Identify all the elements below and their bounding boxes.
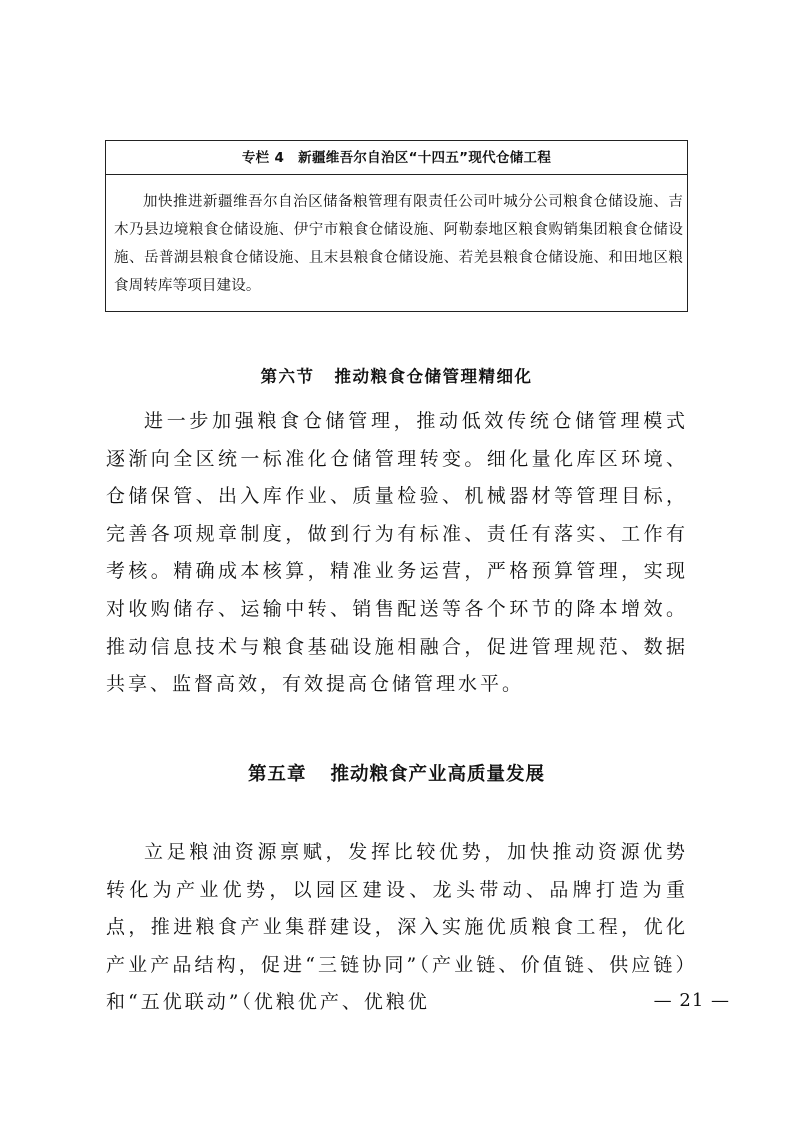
section-heading xyxy=(0,365,793,389)
chapter-heading xyxy=(0,761,793,789)
feature-box-body: 加快推进新疆维吾尔自治区储备粮管理有限责任公司叶城分公司粮食仓储设施、吉木乃县边境粮食仓储设施、伊宁市粮食仓储设施、阿勒泰地区粮食购销集团粮食仓储设施、岳普湖县粮食仓储设施、且末县粮食仓储设施、若羌县粮食仓储设施、和田地区粮食周转库等项目建设。 xyxy=(114,194,683,294)
chapter-number: 第五章 xyxy=(247,764,307,785)
section-number: 第六节 xyxy=(260,367,315,386)
feature-box-label: 专栏 4 xyxy=(241,150,285,166)
chapter-paragraph: 立足粮油资源禀赋，发挥比较优势，加快推动资源优势转化为产业优势，以园区建设、龙头带动、品牌打造为重点，推进粮食产业集群建设，深入实施优质粮食工程，优化产业产品结构，促进“三链协同”（产业链、价值链、供应链）和“五优联动”（优粮优产、优粮优 xyxy=(106,841,688,1014)
chapter-title: 推动粮食产业高质量发展 xyxy=(330,764,546,785)
feature-box-title xyxy=(106,141,687,175)
page-number: — 21 — xyxy=(653,990,730,1011)
section-paragraph: 进一步加强粮食仓储管理，推动低效传统仓储管理模式逐渐向全区统一标准化仓储管理转变。细化量化库区环境、仓储保管、出入库作业、质量检验、机械器材等管理目标，完善各项规章制度，做到行为有标准、责任有落实、工作有考核。精确成本核算，精准业务运营，严格预算管理，实现对收购储存、运输中转、销售配送等各个环节的降本增效。推动信息技术与粮食基础设施相融合，促进管理规范、数据共享、监督高效，有效提高仓储管理水平。 xyxy=(106,410,688,696)
feature-box-heading: 新疆维吾尔自治区“十四五”现代仓储工程 xyxy=(298,150,552,166)
section-title: 推动粮食仓储管理精细化 xyxy=(334,367,533,386)
feature-box xyxy=(105,140,688,312)
